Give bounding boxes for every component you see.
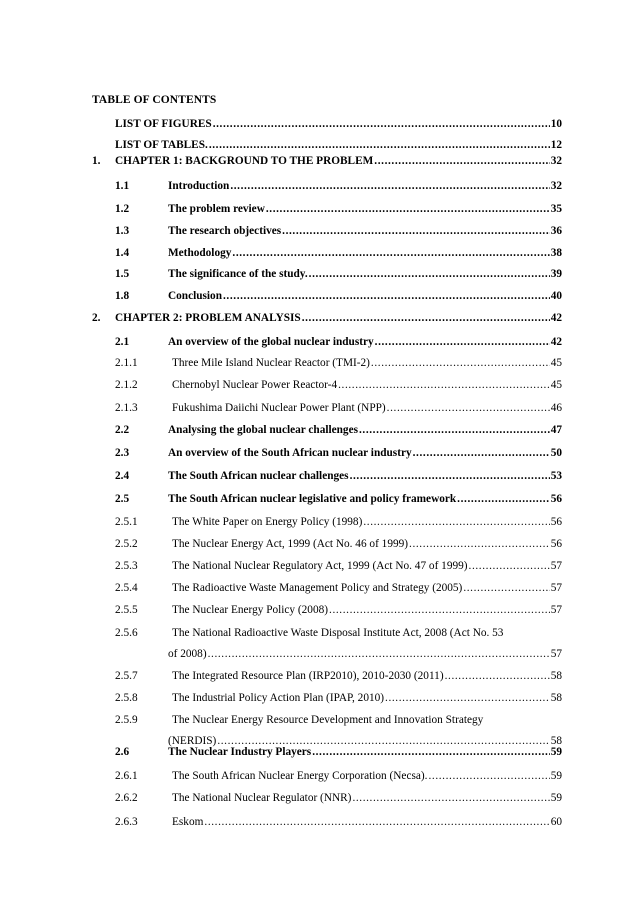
toc-entry-title: The Industrial Policy Action Plan (IPAP, 2010) <box>172 692 385 704</box>
toc-entry-number: 2.1.1 <box>115 357 138 369</box>
dot-leader <box>387 402 550 414</box>
toc-entry-title: CHAPTER 2: PROBLEM ANALYSIS <box>115 312 301 324</box>
toc-entry-title: The National Nuclear Regulator (NNR) <box>172 792 352 804</box>
toc-entry-page-number: 50 <box>550 447 562 459</box>
dot-leader <box>282 225 550 237</box>
toc-title: TABLE OF CONTENTS <box>92 94 217 106</box>
dot-leader <box>209 139 550 151</box>
toc-entry-title-continued: (NERDIS) <box>168 735 217 747</box>
dot-leader <box>302 312 550 324</box>
dot-leader <box>428 770 549 782</box>
toc-entry-page-number: 58 <box>550 692 562 704</box>
dot-leader <box>371 357 550 369</box>
toc-entry-number: 2.5.3 <box>115 560 138 572</box>
toc-entry-page-number: 56 <box>550 516 562 528</box>
toc-entry-title: An overview of the global nuclear industry <box>168 336 374 348</box>
toc-entry-number: 2.6 <box>115 746 130 758</box>
dot-leader <box>385 692 550 704</box>
dot-leader <box>359 424 550 436</box>
toc-entry-page-number: 57 <box>550 648 562 660</box>
toc-entry-page-number: 12 <box>550 139 562 151</box>
toc-entry-number: 2.5.1 <box>115 516 138 528</box>
toc-entry-page-number: 35 <box>550 203 562 215</box>
toc-entry-number: 2.6.3 <box>115 816 138 828</box>
toc-entry-title: The National Radioactive Waste Disposal Institute Act, 2008 (Act No. 53 <box>172 627 504 639</box>
toc-entry-page-number: 40 <box>550 290 562 302</box>
toc-entry-title: The White Paper on Energy Policy (1998) <box>172 516 363 528</box>
toc-entry-title-continued: of 2008) <box>168 648 207 660</box>
toc-entry-title: LIST OF TABLES. <box>115 139 208 151</box>
toc-entry-number: 2.5.9 <box>115 714 138 726</box>
toc-entry-page-number: 32 <box>550 180 562 192</box>
toc-entry-title: Chernobyl Nuclear Power Reactor-4 <box>172 379 338 391</box>
toc-entry-title: Fukushima Daiichi Nuclear Power Plant (NPP) <box>172 402 386 414</box>
toc-entry-number: 2.5.5 <box>115 604 138 616</box>
toc-entry-number: 2.4 <box>115 470 130 482</box>
toc-entry-page-number: 47 <box>550 424 562 436</box>
dot-leader <box>363 516 549 528</box>
toc-entry-title: Eskom <box>172 816 204 828</box>
dot-leader <box>352 792 549 804</box>
toc-entry-number: 1.3 <box>115 225 130 237</box>
toc-entry-number: 1.8 <box>115 290 130 302</box>
toc-entry-page-number: 45 <box>550 357 562 369</box>
toc-entry-number: 1.4 <box>115 247 130 259</box>
toc-entry-page-number: 36 <box>550 225 562 237</box>
dot-leader <box>329 604 550 616</box>
dot-leader <box>230 180 549 192</box>
toc-entry-page-number: 53 <box>550 470 562 482</box>
toc-entry-page-number: 39 <box>550 268 562 280</box>
toc-entry-page-number: 57 <box>550 582 562 594</box>
dot-leader <box>204 816 549 828</box>
toc-entry-number: 1.5 <box>115 268 130 280</box>
dot-leader <box>409 538 550 550</box>
toc-entry-title: The South African Nuclear Energy Corporation (Necsa). <box>172 770 428 782</box>
toc-entry-number: 2.5.8 <box>115 692 138 704</box>
toc-entry-page-number: 38 <box>550 247 562 259</box>
toc-entry-title: Three Mile Island Nuclear Reactor (TMI-2) <box>172 357 370 369</box>
dot-leader <box>463 582 549 594</box>
toc-entry-title: The Radioactive Waste Management Policy and Strategy (2005) <box>172 582 463 594</box>
toc-entry-page-number: 58 <box>550 735 562 747</box>
dot-leader <box>469 560 550 572</box>
toc-entry-number: 2.6.2 <box>115 792 138 804</box>
toc-entry-page-number: 46 <box>550 402 562 414</box>
toc-entry-number: 2.5.2 <box>115 538 138 550</box>
toc-entry-number: 2.5.6 <box>115 627 138 639</box>
toc-entry-number: 2.3 <box>115 447 130 459</box>
toc-entry-number: 2.2 <box>115 424 130 436</box>
dot-leader <box>338 379 550 391</box>
toc-entry-page-number: 58 <box>550 670 562 682</box>
toc-entry-page-number: 60 <box>550 816 562 828</box>
toc-entry-number: 2.5.4 <box>115 582 138 594</box>
toc-entry-page-number: 57 <box>550 560 562 572</box>
toc-entry-title: CHAPTER 1: BACKGROUND TO THE PROBLEM <box>115 155 374 167</box>
dot-leader <box>312 746 550 758</box>
dot-leader <box>375 336 550 348</box>
toc-entry-title: The problem review <box>168 203 265 215</box>
toc-entry-page-number: 59 <box>550 770 562 782</box>
dot-leader <box>232 247 549 259</box>
dot-leader <box>374 155 549 167</box>
toc-entry-number: 2.1 <box>115 336 130 348</box>
toc-entry-number: 1.2 <box>115 203 130 215</box>
toc-entry-page-number: 57 <box>550 604 562 616</box>
toc-entry-number: 1. <box>92 155 101 167</box>
toc-entry-number: 2.5.7 <box>115 670 138 682</box>
dot-leader <box>457 493 550 505</box>
dot-leader <box>223 290 550 302</box>
dot-leader <box>266 203 550 215</box>
toc-entry-title: The Nuclear Energy Act, 1999 (Act No. 46 of 1999) <box>172 538 409 550</box>
toc-entry-title: The Integrated Resource Plan (IRP2010), 2010-2030 (2011) <box>172 670 444 682</box>
toc-entry-title: Introduction <box>168 180 230 192</box>
toc-entry-title: The National Nuclear Regulatory Act, 1999 (Act No. 47 of 1999) <box>172 560 468 572</box>
toc-entry-number: 2.6.1 <box>115 770 138 782</box>
toc-entry-page-number: 10 <box>550 118 562 130</box>
toc-entry-title: The South African nuclear challenges <box>168 470 349 482</box>
toc-entry-title: The South African nuclear legislative and policy framework <box>168 493 457 505</box>
dot-leader <box>445 670 550 682</box>
toc-entry-title: LIST OF FIGURES <box>115 118 212 130</box>
toc-entry-number: 2.1.3 <box>115 402 138 414</box>
toc-entry-page-number: 59 <box>550 746 562 758</box>
toc-entry-title: Methodology <box>168 247 232 259</box>
toc-entry-number: 2.1.2 <box>115 379 138 391</box>
dot-leader <box>309 268 550 280</box>
dot-leader <box>413 447 550 459</box>
toc-entry-number: 2.5 <box>115 493 130 505</box>
toc-entry-title: The research objectives <box>168 225 282 237</box>
toc-entry-page-number: 42 <box>550 336 562 348</box>
toc-entry-page-number: 56 <box>550 493 562 505</box>
toc-entry-title: The Nuclear Industry Players <box>168 746 312 758</box>
toc-entry-title: An overview of the South African nuclear industry <box>168 447 412 459</box>
dot-leader <box>213 118 550 130</box>
toc-entry-number: 1.1 <box>115 180 130 192</box>
toc-entry-number: 2. <box>92 312 101 324</box>
dot-leader <box>208 648 550 660</box>
dot-leader <box>350 470 550 482</box>
toc-entry-page-number: 32 <box>550 155 562 167</box>
toc-entry-title: The Nuclear Energy Resource Development and Innovation Strategy <box>172 714 484 726</box>
toc-entry-title: Conclusion <box>168 290 222 302</box>
toc-entry-title: Analysing the global nuclear challenges <box>168 424 358 436</box>
toc-entry-page-number: 45 <box>550 379 562 391</box>
toc-entry-page-number: 56 <box>550 538 562 550</box>
toc-entry-page-number: 59 <box>550 792 562 804</box>
toc-entry-title: The Nuclear Energy Policy (2008) <box>172 604 329 616</box>
toc-entry-title: The significance of the study. <box>168 268 308 280</box>
toc-entry-page-number: 42 <box>550 312 562 324</box>
